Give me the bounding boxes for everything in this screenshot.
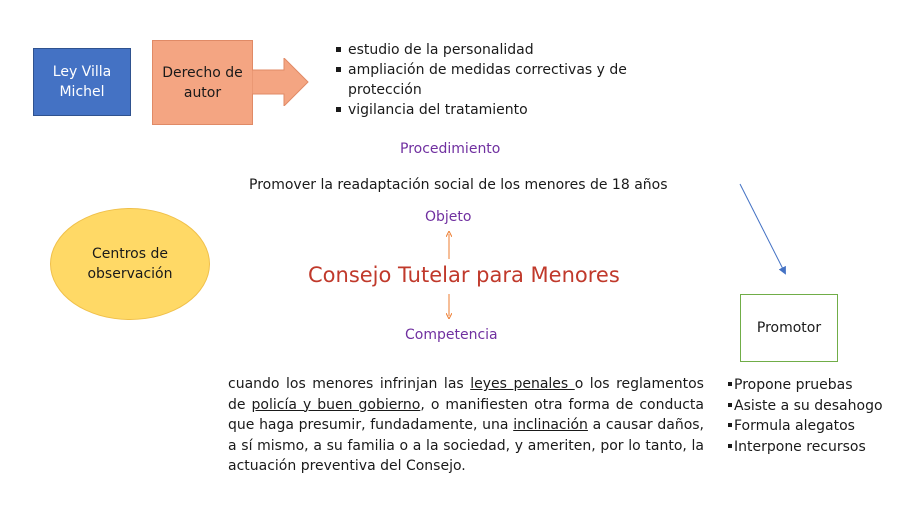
list-item: Formula alegatos bbox=[728, 416, 900, 437]
promotor-bullet-list bbox=[728, 375, 900, 457]
promotor-box bbox=[740, 294, 838, 362]
list-item: Propone pruebas bbox=[728, 375, 900, 396]
ley-villa-michel-label: Ley Villa Michel bbox=[52, 64, 112, 100]
paragraph-text: , o manifiesten otra forma de conducta que haga presumir, fundadamente, una bbox=[228, 396, 704, 433]
promover-text: Promover la readaptación social de los menores de 18 años bbox=[249, 177, 668, 193]
objeto-label: Objeto bbox=[425, 209, 472, 225]
promotor-label: Promotor bbox=[756, 320, 822, 336]
list-item: Asiste a su desahogo bbox=[728, 396, 900, 417]
list-item: Interpone recursos bbox=[728, 437, 900, 458]
list-item: ampliación de medidas correctivas y de protección bbox=[336, 60, 666, 100]
paragraph-text: a causar daños, a sí mismo, a su familia o a la sociedad, y ameriten, por lo tanto, la actuación preventiva del Consejo. bbox=[228, 417, 704, 474]
list-item: estudio de la personalidad bbox=[336, 40, 666, 60]
paragraph-text: cuando los menores infrinjan las bbox=[228, 376, 471, 392]
arrow-to-promotor-icon bbox=[740, 184, 785, 273]
list-item: vigilancia del tratamiento bbox=[336, 100, 666, 120]
centros-de-observacion-label: Centros de observación bbox=[87, 246, 173, 282]
consejo-tutelar-title: Consejo Tutelar para Menores bbox=[308, 263, 620, 287]
policia-buen-gobierno-underlined: policía y buen gobierno bbox=[251, 396, 421, 413]
leyes-penales-underlined: leyes penales bbox=[470, 376, 575, 392]
derecho-de-autor-label: Derecho de autor bbox=[162, 64, 243, 101]
paragraph-text: o los reglamentos de bbox=[228, 376, 704, 413]
competencia-paragraph bbox=[228, 374, 704, 477]
competencia-label: Competencia bbox=[405, 327, 498, 343]
inclinacion-underlined: inclinación bbox=[513, 417, 588, 433]
procedimiento-label: Procedimiento bbox=[400, 141, 501, 157]
